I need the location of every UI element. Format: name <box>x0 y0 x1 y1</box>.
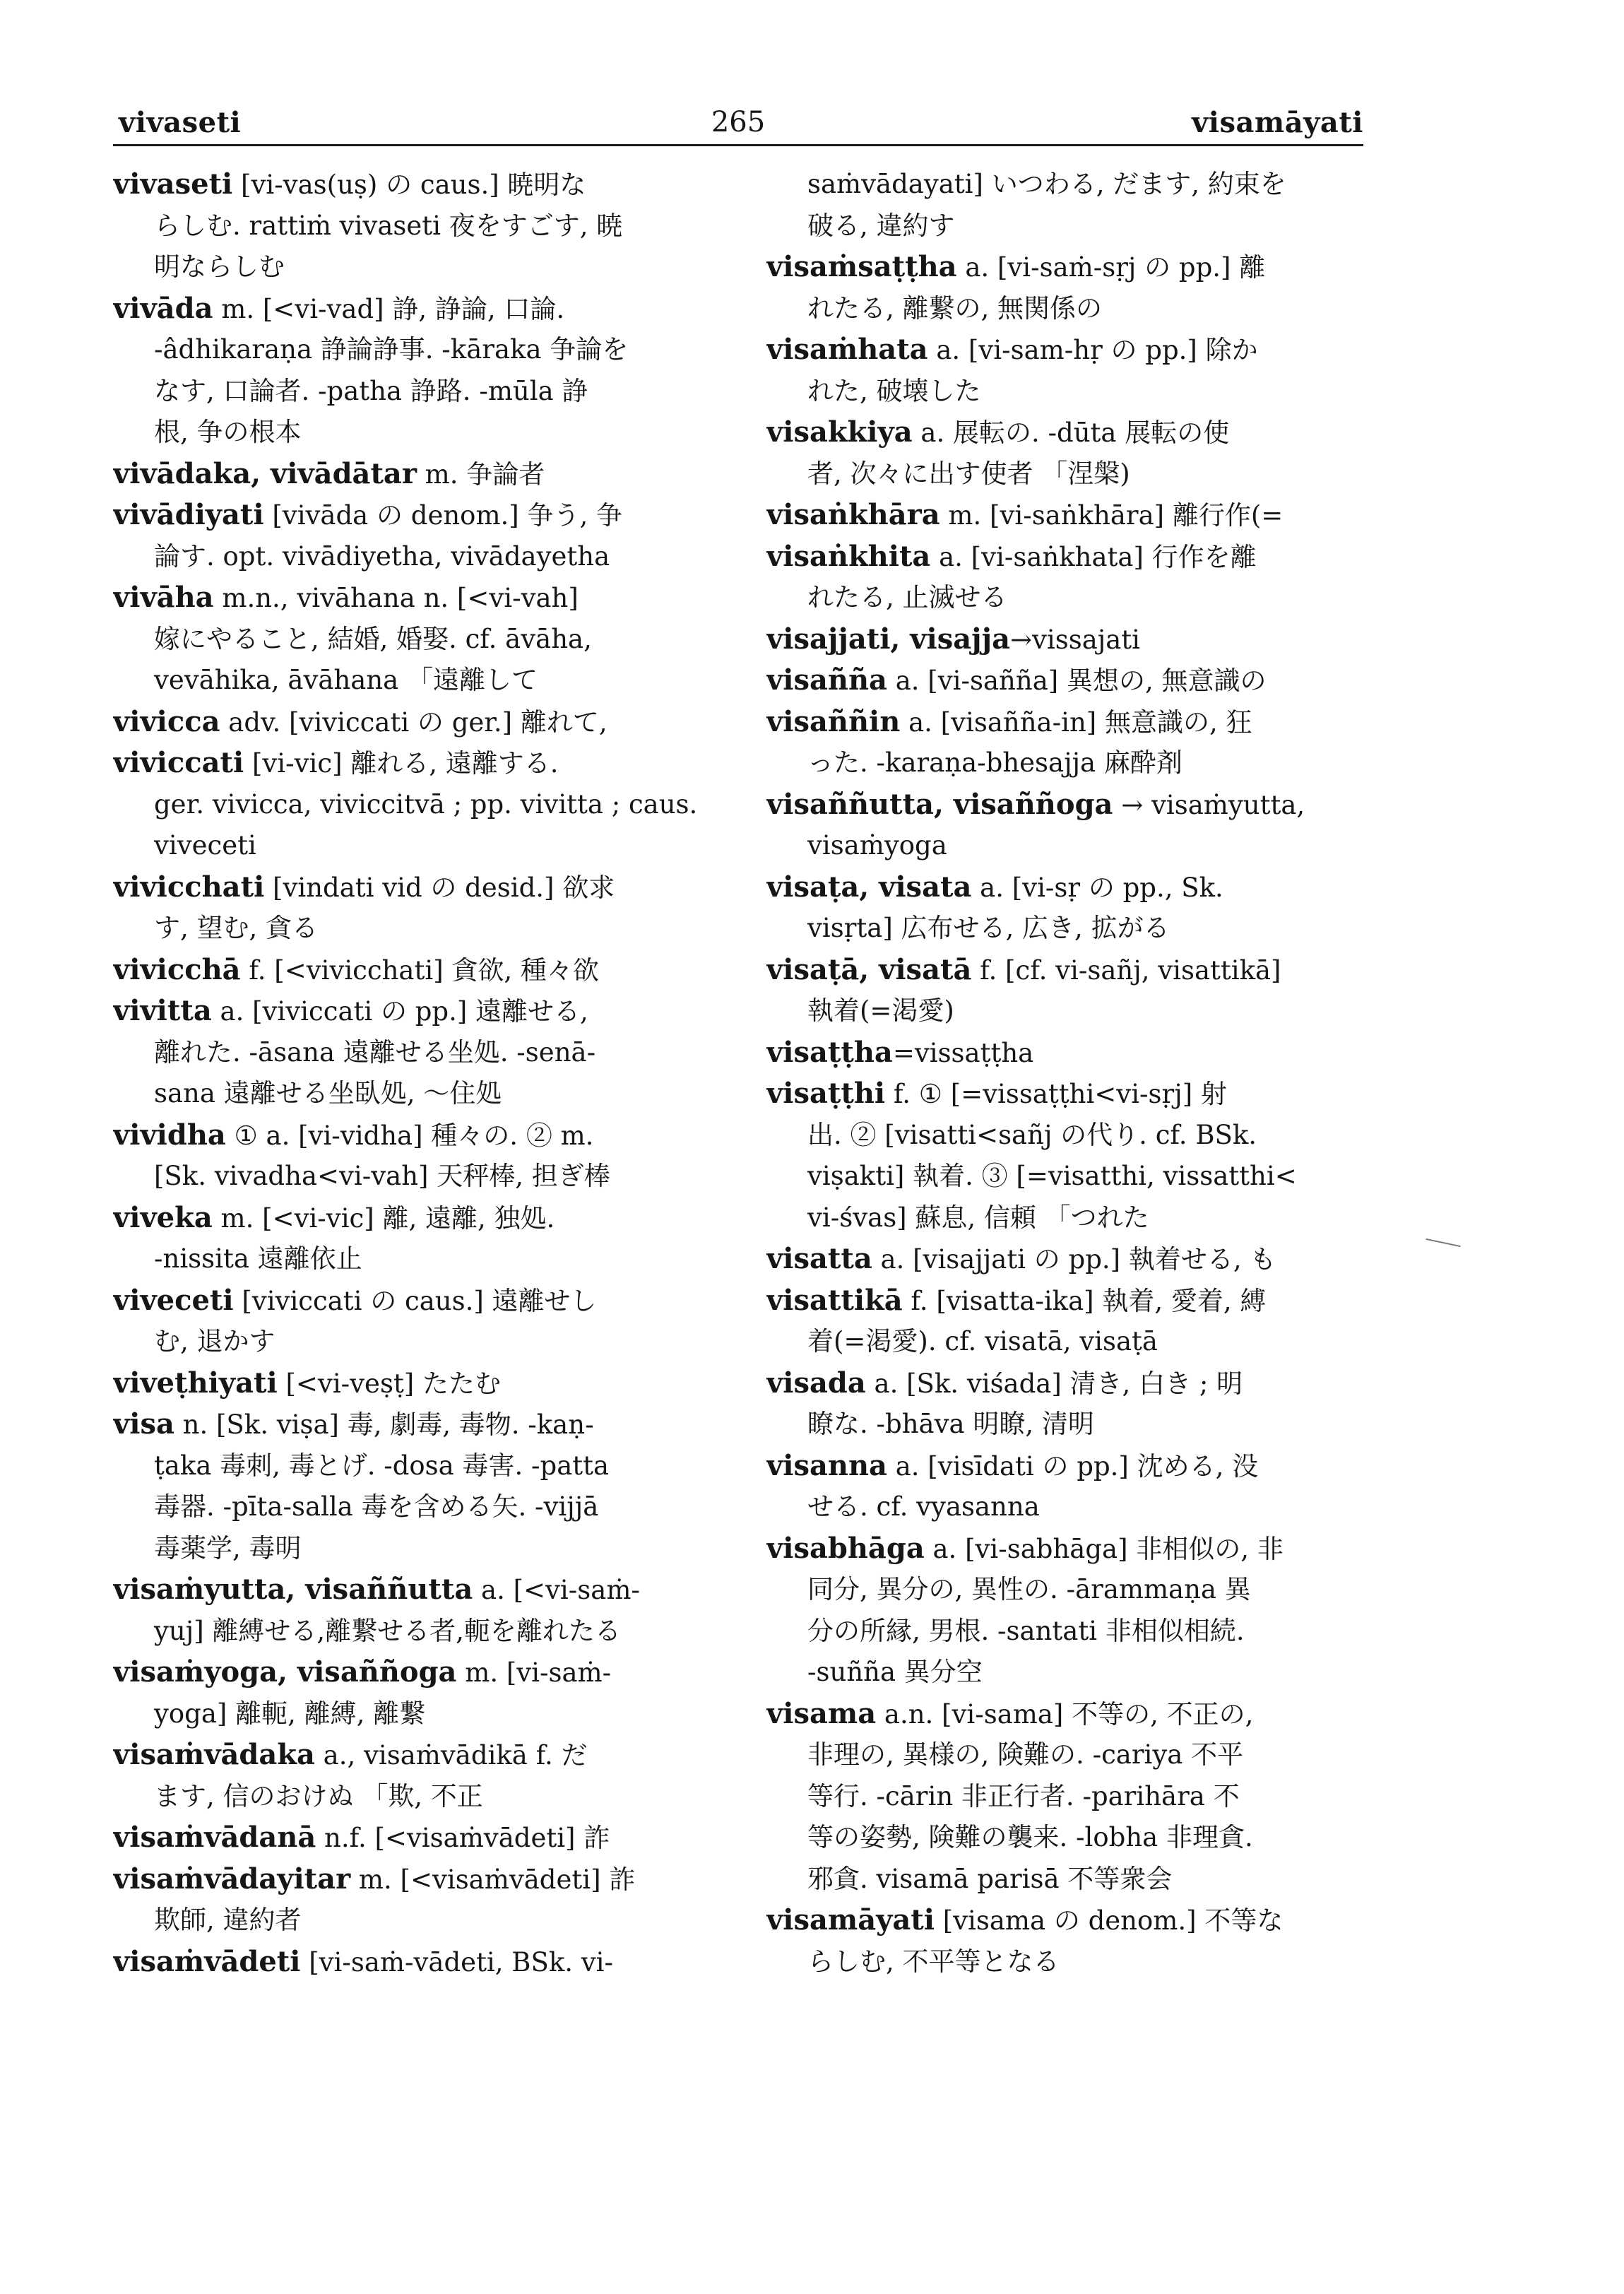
right-column <box>766 164 1381 1982</box>
definition-text: -suñña 異分空 <box>807 1657 983 1687</box>
entry-line <box>113 495 728 536</box>
definition-text: a. [vi-sam-hṛ の pp.] 除か <box>927 335 1258 365</box>
definition-text: a. [visañña-in] 無意識の, 狂 <box>900 706 1252 738</box>
entry-line <box>113 1941 728 1983</box>
definition-text: yuj] 離縛せる,離繋せる者,軛を離れたる <box>154 1615 621 1646</box>
continuation-line <box>113 1073 728 1115</box>
definition-text: [vindati vid の desid.] 欲求 <box>264 872 615 903</box>
definition-text: a. [vi-saṁ-sṛj の pp.] 離 <box>956 252 1266 283</box>
continuation-line <box>113 1486 728 1528</box>
definition-text: -âdhikaraṇa 諍論諍事. -kāraka 争論を <box>154 334 629 365</box>
definition-text: [vi-vas(uṣ) の caus.] 暁明な <box>232 170 586 200</box>
headword: vivicchā <box>113 952 241 986</box>
entry-line <box>766 660 1381 702</box>
definition-text: 破る, 違約す <box>807 210 955 241</box>
definition-text: 出. ② [visatti<sañj の代り. cf. BSk. <box>807 1119 1257 1150</box>
entry-line <box>113 702 728 743</box>
definition-text: なす, 口論者. -patha 諍路. -mūla 諍 <box>154 375 588 406</box>
definition-text: f. [visatta-ika] 執着, 愛着, 縛 <box>902 1285 1267 1316</box>
continuation-line <box>766 743 1381 784</box>
entry-line <box>113 1734 728 1776</box>
continuation-line <box>766 288 1381 330</box>
continuation-line <box>766 1941 1381 1983</box>
definition-text: らしむ. rattiṁ vivaseti 夜をすごす, 暁 <box>154 210 623 241</box>
entry-line <box>113 1859 728 1900</box>
headword: visaṭṭhi <box>766 1077 886 1110</box>
entry-line <box>766 619 1381 661</box>
definition-text: れた, 破壊した <box>807 375 981 406</box>
headword: vividha <box>113 1118 226 1152</box>
headword: visaññutta, visaññoga <box>766 787 1113 821</box>
continuation-line <box>766 1321 1381 1363</box>
definition-text: a. [vi-saṅkhata] 行作を離 <box>930 541 1257 572</box>
continuation-line <box>113 1611 728 1652</box>
entry-line <box>766 950 1381 991</box>
entry-line <box>113 1363 728 1405</box>
continuation-line <box>113 1900 728 1941</box>
entry-line <box>113 1280 728 1322</box>
definition-text: 明ならしむ <box>154 252 285 282</box>
continuation-line <box>113 1238 728 1280</box>
definition-text: [<vi-veṣṭ] たたむ <box>277 1368 502 1399</box>
headword: visaṁvādayitar <box>113 1862 351 1896</box>
definition-text: m. [vi-saṅkhāra] 離行作(= <box>940 500 1284 531</box>
definition-text: n.f. [<visaṁvādeti] 詐 <box>316 1823 610 1853</box>
running-head <box>113 106 1363 146</box>
definition-text: a. 展転の. -dūta 展転の使 <box>912 418 1230 448</box>
definition-text: visṛta] 広布せる, 広き, 拡がる <box>807 913 1170 943</box>
definition-text: [vi-vic] 離れる, 遠離する. <box>244 748 559 779</box>
definition-text: vevāhika, āvāhana 「遠離して <box>154 665 538 695</box>
continuation-line <box>766 1156 1381 1198</box>
entry-line <box>113 1569 728 1611</box>
entry-line <box>113 867 728 909</box>
definition-text: 離れた. -āsana 遠離せる坐処. -senā- <box>154 1036 596 1068</box>
definition-text: [vi-saṁ-vādeti, BSk. vi- <box>300 1946 614 1977</box>
entry-line <box>113 454 728 495</box>
entry-line <box>766 495 1381 536</box>
headword: visanna <box>766 1448 887 1482</box>
definition-text: → visaṁyutta, <box>1113 789 1305 820</box>
headword: visattikā <box>766 1283 903 1317</box>
continuation-line <box>766 1486 1381 1528</box>
continuation-line <box>766 1652 1381 1693</box>
headword: visaṭā, visatā <box>766 952 972 986</box>
headword: visaṁyoga, visaññoga <box>113 1655 457 1689</box>
definition-text: a. [visīdati の pp.] 沈める, 没 <box>887 1450 1259 1482</box>
definition-text: 論す. opt. vivādiyetha, vivādayetha <box>154 540 610 572</box>
entry-line <box>766 1363 1381 1405</box>
entry-line <box>766 1280 1381 1322</box>
definition-text: [visama の denom.] 不等な <box>934 1905 1284 1936</box>
definition-text: -nissita 遠離依止 <box>154 1243 362 1274</box>
entry-line <box>766 536 1381 578</box>
continuation-line <box>113 784 728 826</box>
headword: visaṁhata <box>766 333 928 366</box>
definition-text: viveceti <box>154 830 256 861</box>
definition-text: 者, 次々に出す使者 「涅槃) <box>807 458 1130 489</box>
definition-text: m. [<visaṁvādeti] 詐 <box>350 1864 636 1895</box>
definition-text: らしむ, 不平等となる <box>807 1946 1060 1977</box>
header-rule <box>113 144 1363 146</box>
definition-text: ger. vivicca, viviccitvā ; pp. vivitta ; caus. <box>154 788 698 820</box>
entry-line <box>766 1032 1381 1074</box>
entry-line <box>113 1652 728 1693</box>
entry-line <box>113 1115 728 1157</box>
entry-line <box>113 950 728 991</box>
continuation-line <box>766 206 1381 247</box>
entry-line <box>766 412 1381 454</box>
continuation-line <box>766 908 1381 950</box>
definition-text: 等行. -cārin 非正行者. -parihāra 不 <box>807 1780 1240 1811</box>
continuation-line <box>113 247 728 288</box>
headword: visakkiya <box>766 415 913 449</box>
definition-text: m. [<vi-vic] 離, 遠離, 独処. <box>212 1202 555 1234</box>
definition-text: f. [<vivicchati] 貪欲, 種々欲 <box>240 954 599 986</box>
definition-text: m. [vi-saṁ- <box>456 1657 612 1688</box>
definition-text: 瞭な. -bhāva 明瞭, 清明 <box>807 1409 1094 1439</box>
margin-mark <box>1426 1238 1460 1247</box>
definition-text: 毒器. -pīta-salla 毒を含める矢. -vijjā <box>154 1491 599 1522</box>
entry-line <box>766 1900 1381 1941</box>
definition-text: a. [visajjati の pp.] 執着せる, も <box>872 1244 1276 1275</box>
definition-text: a., visaṁvādikā f. だ <box>314 1740 588 1770</box>
headword: visaṁvādeti <box>113 1944 301 1978</box>
continuation-line <box>113 1321 728 1363</box>
continuation-line <box>766 1817 1381 1859</box>
left-column <box>113 164 728 1982</box>
definition-text: 非理の, 異様の, 険難の. -cariya 不平 <box>807 1739 1244 1770</box>
continuation-line <box>766 1734 1381 1776</box>
continuation-line <box>766 577 1381 619</box>
definition-text: 着(=渇愛). cf. visatā, visaṭā <box>807 1326 1158 1356</box>
headword: vivādiyati <box>113 498 264 531</box>
definition-text: ます, 信のおけぬ 「欺, 不正 <box>154 1780 483 1811</box>
definition-text: [Sk. vivadha<vi-vah] 天秤棒, 担ぎ棒 <box>154 1161 610 1191</box>
continuation-line <box>766 1115 1381 1157</box>
definition-text: れたる, 止滅せる <box>807 582 1007 613</box>
continuation-line <box>113 536 728 578</box>
entry-line <box>766 1528 1381 1570</box>
definition-text: a. [<vi-saṁ- <box>473 1575 640 1605</box>
headword: visatta <box>766 1242 872 1275</box>
headword: vivicca <box>113 704 220 738</box>
definition-text: 等の姿勢, 険難の襲来. -lobha 非理貪. <box>807 1822 1253 1852</box>
definition-text: m. [<vi-vad] 諍, 諍論, 口論. <box>213 293 565 324</box>
definition-text: ① a. [vi-vidha] 種々の. ② m. <box>225 1120 594 1151</box>
continuation-line <box>113 660 728 702</box>
entry-line <box>113 288 728 330</box>
definition-text: yoga] 離軛, 離縛, 離繋 <box>154 1698 426 1729</box>
continuation-line <box>113 1776 728 1818</box>
definition-text: n. [Sk. viṣa] 毒, 劇毒, 毒物. -kaṇ- <box>174 1409 594 1440</box>
headword: visaṁsaṭṭha <box>766 250 957 283</box>
continuation-line <box>113 329 728 371</box>
entry-line <box>766 1445 1381 1487</box>
definition-text: m.n., vivāhana n. [<vi-vah] <box>213 583 579 613</box>
header-first-entry: vivaseti <box>119 106 242 139</box>
continuation-line <box>113 371 728 413</box>
headword: visaṅkhita <box>766 539 931 573</box>
definition-text: せる. cf. vyasanna <box>807 1491 1040 1522</box>
headword: visamāyati <box>766 1903 935 1937</box>
entry-line <box>766 247 1381 288</box>
continuation-line <box>113 908 728 950</box>
headword: visañña <box>766 663 887 697</box>
entry-line <box>113 164 728 206</box>
definition-text: a. [vi-sabhāga] 非相似の, 非 <box>924 1533 1284 1564</box>
entry-line <box>113 991 728 1032</box>
definition-text: 嫁にやること, 結婚, 婚娶. cf. āvāha, <box>154 623 592 654</box>
definition-text: visaṁyoga <box>807 830 947 861</box>
definition-text: saṁvādayati] いつわる, だます, 約束を <box>807 169 1286 199</box>
continuation-line <box>113 1528 728 1570</box>
page-number: 265 <box>711 106 766 138</box>
continuation-line <box>113 1032 728 1074</box>
definition-text: a. [Sk. viśada] 清き, 白き ; 明 <box>865 1368 1243 1399</box>
headword: visaṁvādanā <box>113 1821 316 1854</box>
headword: visaṭa, visata <box>766 870 972 904</box>
entry-line <box>766 867 1381 909</box>
continuation-line <box>113 206 728 247</box>
definition-text: む, 退かす <box>154 1326 275 1356</box>
headword: visaṁvādaka <box>113 1738 315 1771</box>
definition-text: [vivāda の denom.] 争う, 争 <box>263 500 623 531</box>
definition-text: 同分, 異分の, 異性の. -ārammaṇa 異 <box>807 1574 1251 1604</box>
definition-text: f. ① [=vissaṭṭhi<vi-sṛj] 射 <box>885 1079 1227 1109</box>
continuation-line <box>113 1693 728 1735</box>
headword: visa <box>113 1407 174 1441</box>
continuation-line <box>113 619 728 661</box>
headword: vivādaka, vivādātar <box>113 456 417 490</box>
continuation-line <box>766 371 1381 413</box>
entry-line <box>113 1817 728 1859</box>
continuation-line <box>766 1569 1381 1611</box>
continuation-line <box>766 991 1381 1032</box>
continuation-line <box>766 1611 1381 1652</box>
headword: viveceti <box>113 1283 234 1317</box>
continuation-line <box>766 825 1381 867</box>
continuation-line <box>113 1445 728 1487</box>
definition-text: viṣakti] 執着. ③ [=visatthi, vissatthi< <box>807 1161 1297 1191</box>
entry-line <box>766 329 1381 371</box>
headword: visama <box>766 1696 877 1730</box>
definition-text: adv. [viviccati の ger.] 離れて, <box>220 706 607 738</box>
definition-text: a. [vi-sañña] 異想の, 無意識の <box>887 666 1267 696</box>
entry-line <box>113 1404 728 1445</box>
headword: visaññin <box>766 704 901 738</box>
definition-text: →vissajati <box>1010 624 1141 655</box>
definition-text: [viviccati の caus.] 遠離せし <box>233 1285 597 1316</box>
headword: visada <box>766 1366 866 1400</box>
headword: vivitta <box>113 994 212 1027</box>
definition-text: ṭaka 毒刺, 毒とげ. -dosa 毒害. -patta <box>154 1450 610 1481</box>
header-last-entry: visamāyati <box>1192 106 1363 139</box>
definition-text: 根, 争の根本 <box>154 417 302 447</box>
headword: vivāda <box>113 291 213 325</box>
headword: visaṁyutta, visaññutta <box>113 1573 473 1606</box>
entry-line <box>766 1073 1381 1115</box>
entry-line <box>113 577 728 619</box>
definition-text: れたる, 離繋の, 無関係の <box>807 292 1103 324</box>
continuation-line <box>113 412 728 454</box>
definition-text: 分の所縁, 男根. -santati 非相似相続. <box>807 1615 1245 1646</box>
definition-text: 執着(=渇愛) <box>807 995 954 1026</box>
continuation-line <box>766 164 1381 206</box>
definition-text: った. -karaṇa-bhesajja 麻酔剤 <box>807 747 1183 778</box>
entry-line <box>113 743 728 784</box>
continuation-line <box>766 1859 1381 1900</box>
headword: vivāha <box>113 581 214 614</box>
continuation-line <box>766 454 1381 495</box>
continuation-line <box>113 1156 728 1198</box>
headword: viveṭhiyati <box>113 1366 278 1400</box>
continuation-line <box>113 825 728 867</box>
definition-text: a.n. [vi-sama] 不等の, 不正の, <box>876 1698 1254 1730</box>
headword: visabhāga <box>766 1531 925 1565</box>
headword: vivaseti <box>113 167 233 201</box>
definition-text: 邪貪. visamā parisā 不等衆会 <box>807 1863 1173 1894</box>
definition-text: sana 遠離せる坐臥処, ～住処 <box>154 1078 502 1108</box>
entry-line <box>766 784 1381 826</box>
entry-line <box>113 1198 728 1239</box>
entry-line <box>766 1693 1381 1735</box>
headword: vivicchati <box>113 870 265 904</box>
continuation-line <box>766 1776 1381 1818</box>
entry-line <box>766 702 1381 743</box>
definition-text: m. 争論者 <box>416 459 545 490</box>
headword: visaṭṭha <box>766 1035 893 1069</box>
definition-text: 欺師, 違約者 <box>154 1905 302 1935</box>
definition-text: a. [vi-sṛ の pp., Sk. <box>971 872 1223 903</box>
continuation-line <box>766 1404 1381 1445</box>
headword: visaṅkhāra <box>766 498 940 531</box>
headword: viveka <box>113 1200 213 1234</box>
definition-text: vi-śvas] 蘇息, 信頼 「つれた <box>807 1202 1149 1233</box>
definition-text: a. [viviccati の pp.] 遠離せる, <box>211 996 588 1027</box>
headword: viviccati <box>113 746 244 779</box>
definition-text: f. [cf. vi-sañj, visattikā] <box>971 954 1281 986</box>
definition-text: す, 望む, 貪る <box>154 913 319 943</box>
entry-line <box>766 1238 1381 1280</box>
definition-text: =vissaṭṭha <box>892 1037 1034 1068</box>
headword: visajjati, visajja <box>766 622 1010 656</box>
definition-text: 毒薬学, 毒明 <box>154 1532 302 1563</box>
continuation-line <box>766 1198 1381 1239</box>
